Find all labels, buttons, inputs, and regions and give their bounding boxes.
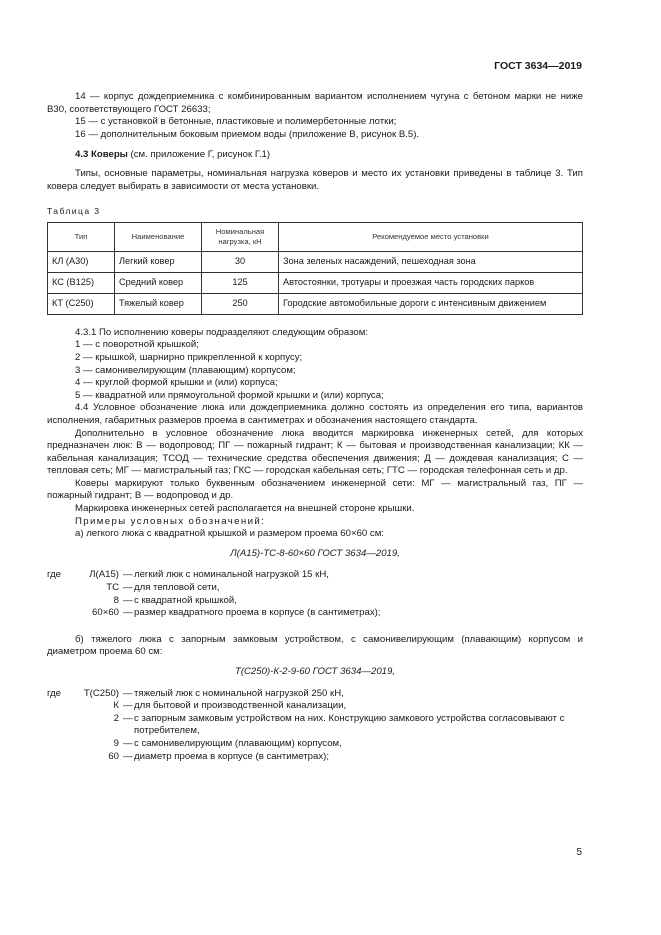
- example-a-formula: Л(А15)-ТС-8-60×60 ГОСТ 3634—2019,: [230, 547, 400, 559]
- explan-symbol: ТС: [106, 582, 119, 594]
- para-4-4: 4.4 Условное обозначение люка или дождеприемника должно состоять из определения его типа, вариантов исполнения, габаритных размеров проема в сантиметрах и обозначения настоящего стандарта.: [47, 402, 583, 426]
- cell-load: 30: [202, 251, 279, 272]
- cell-name: Средний ковер: [115, 272, 202, 293]
- explan-lead: где: [47, 687, 62, 699]
- cell-name: Тяжелый ковер: [115, 293, 202, 314]
- explan-symbol: 60×60: [92, 607, 119, 619]
- explan-lead: где: [47, 569, 62, 581]
- explan-lead: [47, 738, 75, 751]
- document-header: ГОСТ 3634—2019: [494, 60, 582, 72]
- cell-load: 125: [202, 272, 279, 293]
- cell-load: 250: [202, 293, 279, 314]
- col-header-place: Рекомендуемое место установки: [279, 222, 583, 251]
- example-b-intro: б) тяжелого люка с запорным замковым устройством, с самонивелирующим (плавающим) корпусом и диаметром проема 60 см:: [47, 633, 583, 658]
- para-4-3-1-intro: 4.3.1 По исполнению коверы подразделяют следующим образом:: [75, 326, 369, 338]
- col-header-type: Тип: [48, 222, 115, 251]
- explan-dash: —: [123, 607, 133, 619]
- explan-dash: —: [123, 737, 133, 749]
- col-header-load-line2: нагрузка, кН: [218, 236, 262, 246]
- explan-text: легкий люк с номинальной нагрузкой 15 кН,: [134, 569, 329, 581]
- table-caption: Таблица 3: [47, 206, 101, 217]
- col-header-load: [202, 222, 279, 251]
- para-4-4-marking: Дополнительно в условное обозначение люка вводится маркировка инженерных сетей, для которых предназначен люк: В — водопровод; ПГ — пожарный гидрант; К — бытовая и производственная канализации; КК — кабельная канализация; ТСОД — технические средства обеспечения движения; Д — дождевая канализация; С — тепловая сеть; МГ — магистральный газ; ГКС — городская кабельная сеть; ГТС — городская телефонная сеть и др.: [47, 427, 583, 477]
- explan-lead: [47, 607, 75, 620]
- section-paragraph: Типы, основные параметры, номинальная нагрузка коверов и место их установки приведены в таблице 3. Тип ковера следует выбирать в зависимости от места установки.: [47, 167, 583, 192]
- explan-text: размер квадратного проема в корпусе (в сантиметрах);: [134, 607, 381, 619]
- table-row: [48, 272, 583, 293]
- explan-symbol: Л(А15): [89, 569, 119, 581]
- table-header-row: [48, 222, 583, 251]
- explan-lead: [47, 713, 75, 738]
- cell-name: Легкий ковер: [115, 251, 202, 272]
- list-item: 3 — самонивелирующим (плавающим) корпусом;: [75, 364, 296, 376]
- explan-symbol: 8: [113, 594, 119, 606]
- explan-text: с квадратной крышкой,: [134, 594, 237, 606]
- intro-item: 14 — корпус дождеприемника с комбинированным вариантом исполнением чугуна с бетоном марки не ниже В30, соответствующего ГОСТ 26633;: [47, 91, 583, 115]
- explan-lead: [47, 595, 75, 608]
- list-item: 2 — крышкой, шарнирно прикрепленной к корпусу;: [75, 351, 303, 363]
- explan-symbol: 9: [113, 737, 119, 749]
- explan-lead: [47, 700, 75, 713]
- explan-symbol: К: [113, 700, 119, 712]
- para-4-4-covers: Коверы маркируют только буквенным обозначением инженерной сети: МГ — магистральный газ, ПГ — пожарный гидрант; В — водопровод и др.: [47, 477, 583, 502]
- explan-dash: —: [123, 687, 133, 699]
- cell-place: Зона зеленых насаждений, пешеходная зона: [279, 251, 583, 272]
- explan-lead: [47, 582, 75, 595]
- col-header-load-line1: Номинальная: [215, 227, 265, 237]
- explan-dash: —: [123, 569, 133, 581]
- table-row: [48, 251, 583, 272]
- explan-symbol: 2: [113, 712, 119, 724]
- cell-type: КТ (С250): [48, 293, 115, 314]
- cell-place: Автостоянки, тротуары и проезжая часть городских парков: [279, 272, 583, 293]
- explan-dash: —: [123, 582, 133, 594]
- explan-lead: [47, 751, 75, 764]
- explan-text: для бытовой и производственной канализации,: [134, 700, 347, 712]
- table-3: [47, 222, 583, 315]
- intro-item: 15 — с установкой в бетонные, пластиковые и полимербетонные лотки;: [75, 116, 397, 128]
- section-ref: (см. приложение Г, рисунок Г.1): [127, 149, 271, 161]
- explan-dash: —: [123, 594, 133, 606]
- explan-dash: —: [123, 712, 133, 724]
- intro-item: 16 — дополнительным боковым приемом воды (приложение В, рисунок В.5).: [75, 128, 420, 140]
- list-item: 1 — с поворотной крышкой;: [75, 339, 199, 351]
- explan-text: с запорным замковым устройством на них. Конструкцию замкового устройства согласовывают с потребителем,: [134, 712, 565, 737]
- section-heading-4-3: [47, 149, 583, 162]
- explan-text: диаметр проема в корпусе (в сантиметрах);: [134, 750, 329, 762]
- section-title: 4.3 Коверы: [75, 149, 128, 161]
- example-a-intro: а) легкого люка с квадратной крышкой и размером проема 60×60 см:: [75, 528, 384, 540]
- explan-symbol: 60: [108, 750, 119, 762]
- para-4-4-location: Маркировка инженерных сетей располагается на внешней стороне крышки.: [75, 503, 415, 515]
- example-b-explanation: [47, 688, 583, 764]
- page-content: [47, 91, 583, 763]
- explan-text: для тепловой сети,: [134, 582, 220, 594]
- explan-dash: —: [123, 700, 133, 712]
- cell-place: Городские автомобильные дороги с интенсивным движением: [279, 293, 583, 314]
- example-b-formula: Т(С250)-К-2-9-60 ГОСТ 3634—2019,: [234, 666, 396, 677]
- page-number: 5: [576, 847, 582, 858]
- list-item: 5 — квадратной или прямоугольной формой крышки и (или) корпуса;: [75, 389, 384, 401]
- example-a-explanation: [47, 569, 583, 619]
- explan-text: тяжелый люк с номинальной нагрузкой 250 кН,: [134, 687, 344, 699]
- examples-heading: Примеры условных обозначений:: [75, 515, 266, 527]
- cell-type: КС (В125): [48, 272, 115, 293]
- explan-dash: —: [123, 750, 133, 762]
- cell-type: КЛ (А30): [48, 251, 115, 272]
- explan-text: с самонивелирующим (плавающим) корпусом,: [134, 737, 342, 749]
- list-item: 4 — круглой формой крышки и (или) корпуса;: [75, 377, 278, 389]
- col-header-name: Наименование: [115, 222, 202, 251]
- explan-symbol: Т(С250): [83, 687, 119, 699]
- table-row: [48, 293, 583, 314]
